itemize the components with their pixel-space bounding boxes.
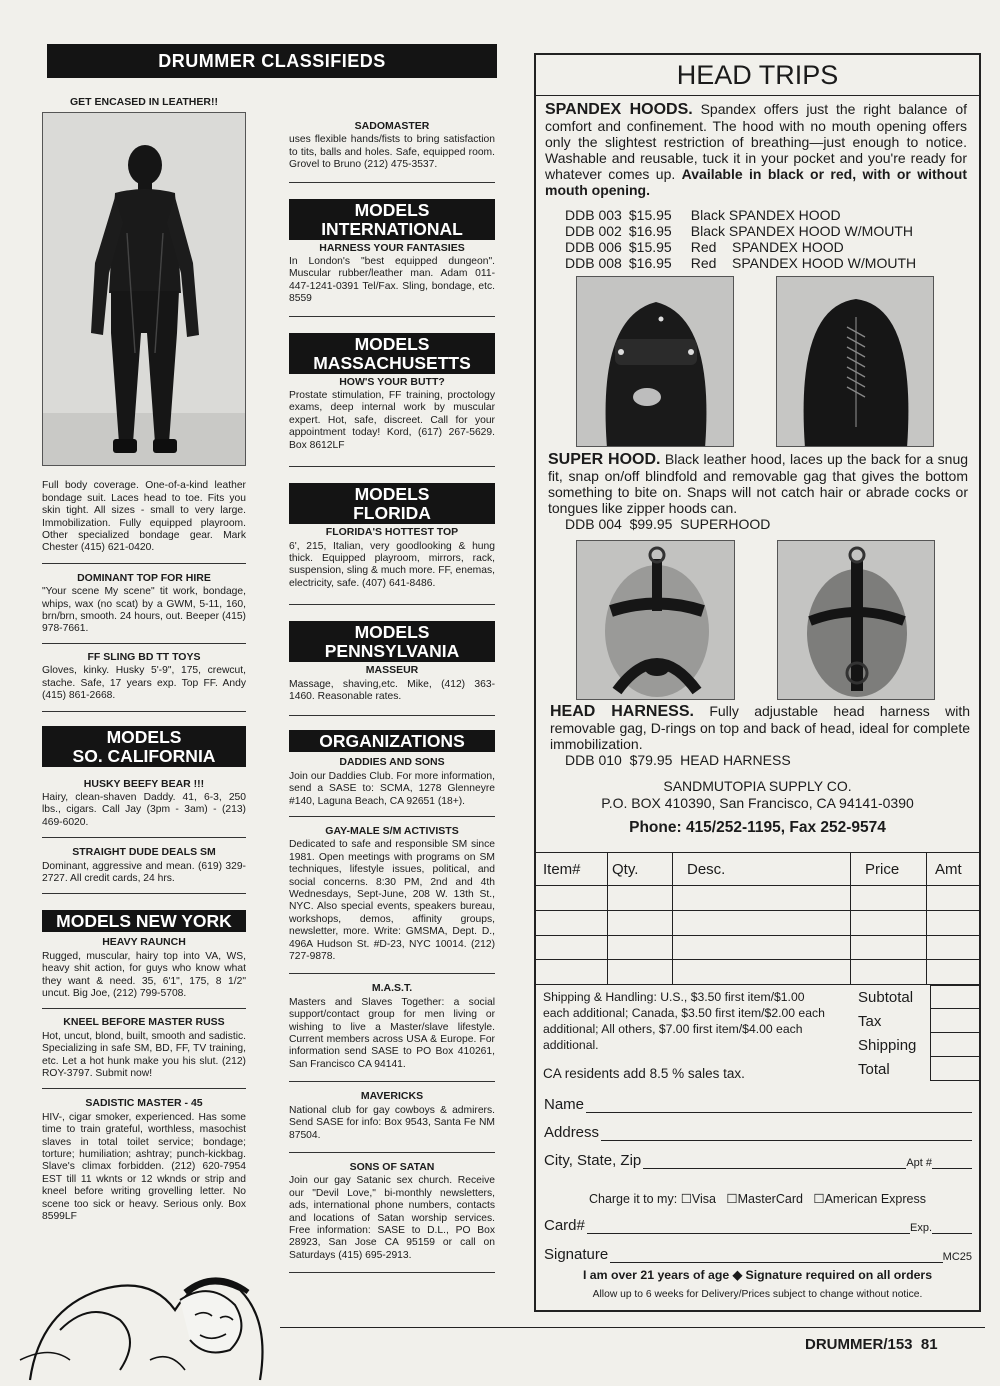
ad-title: HUSKY BEEFY BEAR !!!: [83, 777, 205, 790]
delivery-note: Allow up to 6 weeks for Delivery/Prices subject to change without notice.: [592, 1289, 923, 1300]
ad-title: GAY-MALE S/M ACTIVISTS: [325, 824, 459, 837]
ad-title: STRAIGHT DUDE DEALS SM: [72, 846, 216, 859]
ad-body: National club for gay cowboys & admirers. Send SASE for info: Box 9543, Santa Fe NM 87504.: [289, 1104, 495, 1141]
order-table: [534, 852, 981, 985]
harness-back-icon: [778, 541, 935, 700]
hood-front-icon: [577, 277, 734, 447]
col-amt: Amt: [927, 853, 981, 886]
leather-suit-photo: [42, 112, 246, 466]
masthead: DRUMMER CLASSIFIEDS: [47, 44, 497, 78]
city-line[interactable]: City, State, Zip Apt #: [544, 1152, 972, 1169]
ad-title: M.A.S.T.: [371, 982, 413, 995]
name-line[interactable]: Name: [544, 1096, 972, 1113]
spandex-product-list: [565, 207, 965, 271]
harness-front-photo: [576, 540, 735, 700]
ad-body: In London's "best equipped dungeon". Muscular rubber/leather man. Adam 011-447-1241-0391 Tel/Fax. Sling, bondage, etc. 8559: [289, 256, 495, 305]
ad-body: Rugged, muscular, hairy top into VA, WS, heavy shit action, for guys who know what they want & need. 35, 6'1", 175, 8 1/2" uncut. Big Joe, (212) 799-5708.: [42, 950, 246, 999]
ad-title: MASSEUR: [365, 664, 419, 677]
harness-front-icon: [577, 541, 735, 700]
ad-body: Full body coverage. One-of-a-kind leather bondage suit. Laces head to toe. Fits you skin tight. All sizes - small to very large. Immobilization. Fully equipped playroom. Other specialized bondage gear. Mark Chester (415) 621-0420.: [42, 480, 246, 554]
col-item: Item#: [535, 853, 608, 886]
page-number: 81: [920, 1336, 938, 1353]
ad-title: FF SLING BD TT TOYS: [87, 650, 201, 663]
ad-body: Dedicated to safe and responsible SM since 1981. Open meetings with programs on SM techniques, lifestyle issues, political, and social concerns. 8:30 PM, 2nd and 4th Wednesdays, Sept-June, 208 W. 13th St., NYC. Also special events, speakers bureau, workshops, demos, affinity groups, newsletter, more. Write: GMSMA, Dept. D., 496A Hudson St. #D-23, NYC 10014. (212) 727-9878.: [289, 839, 495, 963]
ad-body: Masters and Slaves Together: a social support/contact group for men living or wishing to live a Master/slave lifestyle. Current members across USA & Europe. For information send SASE to PO Box 410261, San Francisco CA 94141.: [289, 996, 495, 1070]
ad-body: HIV-, cigar smoker, experienced. Has some time to train grateful, worthless, masochist slaves in total toilet service; bondage; torture; humiliation; ashtray; punch-kickbag. Slave's climax forbidden. (212) 620-7954 EST till 11 wknts or 12 wknds or strip and kneel before writing grovelling letter. No scene too sick or heavy. Serious only. Box 8599LF: [42, 1111, 246, 1223]
product-row: DDB 008 $16.95 Red SPANDEX HOOD W/MOUTH: [565, 255, 917, 271]
category-models-new-york: MODELS NEW YORK: [42, 910, 246, 932]
order-row[interactable]: [535, 910, 981, 935]
ad-title: MAVERICKS: [360, 1090, 424, 1103]
ad-body: Hot, uncut, blond, built, smooth and sadistic. Specializing in safe SM, BD, FF, TV training, etc. Let a hot hunk make you his slut. (212) ROY-3797. Submit now!: [42, 1030, 246, 1079]
superhood-product: DDB 004 $99.95 SUPERHOOD: [565, 516, 771, 532]
col-price: Price: [851, 853, 927, 886]
category-pennsylvania: MODELS PENNSYLVANIA: [289, 621, 495, 662]
amex-checkbox[interactable]: ☐American Express: [813, 1192, 927, 1206]
ad-body: Hairy, clean-shaven Daddy. 41, 6-3, 250 lbs., cigars. Call Jay (3pm - 3am) - (213) 469-6020.: [42, 791, 246, 828]
leather-man-figure-icon: [43, 113, 246, 466]
superhood-description: SUPER HOOD. Black leather hood, laces up the back for a snug fit, snap on/off blindfold and removable gag that gives the bottom something to bite on. Snaps will not catch hair or abrade cocks or tongues like zipper hoods can.: [548, 451, 969, 516]
signature-line[interactable]: Signature MC25: [544, 1246, 972, 1263]
superhood-front-photo: [576, 276, 734, 447]
totals-block: Subtotal Tax Shipping Total: [858, 985, 981, 1081]
ad-body: uses flexible hands/fists to bring satisfaction to tits, balls and holes. Safe, equipped room. Grovel to Bruno (212) 475-3537.: [289, 134, 495, 171]
product-row: DDB 003 $15.95 Black SPANDEX HOOD: [565, 207, 841, 223]
tax-field[interactable]: [930, 1009, 981, 1033]
page-footer: DRUMMER/153 81: [805, 1336, 938, 1353]
superhood-back-photo: [776, 276, 934, 447]
ad-title: HEAVY RAUNCH: [102, 936, 186, 949]
ad-body: Massage, shaving,etc. Mike, (412) 363-1460. Reasonable rates.: [289, 678, 495, 702]
order-row[interactable]: [535, 886, 981, 911]
ad-body: "Your scene My scene" tit work, bondage, whips, wax (no scat) by a GWM, 5-11, 160, brn/brn, smooth. 24 hours, out. Beeper (415) 978-7661.: [42, 586, 246, 635]
visa-checkbox[interactable]: ☐Visa: [680, 1192, 716, 1206]
shipping-note: Shipping & Handling: U.S., $3.50 first item/$1.00 each additional; Canada, $3.50 first item/$2.00 each additional; All others, $7.00 first item/$4.00 each additional.: [543, 990, 825, 1052]
ad-body: Prostate stimulation, FF training, proctology exams, deep internal work by muscular expert. Hot, safe, discreet. Call for your appointment today! Kord, (617) 267-5629. Box 8612LF: [289, 390, 495, 451]
ad-title: SONS OF SATAN: [349, 1160, 435, 1173]
supplier-name: SANDMUTOPIA SUPPLY CO.: [663, 778, 852, 794]
ad-title: GET ENCASED IN LEATHER!!: [70, 96, 218, 108]
harness-description: HEAD HARNESS. Fully adjustable head harness with removable gag, D-rings on top and back of head, ideal for complete immobilization.: [550, 703, 971, 752]
col-desc: Desc.: [673, 853, 851, 886]
ad-body: 6', 215, Italian, very goodlooking & hung thick. Equipped playroom, mirrors, rack, suspension, sling & much more. FF, enemas, electricity, safe. (407) 641-8486.: [289, 540, 495, 589]
classifieds-column-2: [289, 120, 495, 1273]
charge-line: Charge it to my: ☐Visa ☐MasterCard ☐American Express: [588, 1192, 927, 1206]
category-florida: MODELS FLORIDA: [289, 483, 495, 524]
supplier-phone: Phone: 415/252-1195, Fax 252-9574: [629, 819, 886, 836]
category-so-california: MODELS SO. CALIFORNIA: [42, 726, 246, 767]
ad-body: Dominant, aggressive and mean. (619) 329-2727. All credit cards, 24 hrs.: [42, 860, 246, 884]
cartoon-illustration-icon: [0, 1230, 280, 1386]
spandex-description: SPANDEX HOODS. Spandex offers just the right balance of comfort and confinement. The hood with no mouth opening offers only the slightest restriction of breathing—just enough to notice. Washable and reusable, tuck it in your pocket and you're ready for whatever comes up. Available in black or red, with or without mouth opening.: [545, 101, 967, 198]
address-line[interactable]: Address: [544, 1124, 972, 1141]
col-qty: Qty.: [608, 853, 673, 886]
card-line[interactable]: Card# Exp.: [544, 1217, 972, 1234]
category-international: MODELS INTERNATIONAL: [289, 199, 495, 240]
ad-title: FLORIDA'S HOTTEST TOP: [325, 526, 459, 539]
tax-note: CA residents add 8.5 % sales tax.: [543, 1066, 745, 1081]
ad-title: KNEEL BEFORE MASTER RUSS: [63, 1016, 225, 1029]
order-row[interactable]: [535, 960, 981, 985]
ad-body: Gloves, kinky. Husky 5'-9", 175, crewcut, stache. Safe, 17 years exp. Top FF. Andy (415) 861-2668.: [42, 665, 246, 702]
order-row[interactable]: [535, 935, 981, 960]
ad-title: DOMINANT TOP FOR HIRE: [77, 571, 211, 584]
shipping-field[interactable]: [930, 1033, 981, 1057]
ad-body: Join our Daddies Club. For more information, send a SASE to: SCMA, 1278 Glenneyre #140, Laguna Beach, CA 92651 (18+).: [289, 770, 495, 807]
age-note: I am over 21 years of age ◆ Signature required on all orders: [582, 1268, 933, 1282]
ad-title: SADISTIC MASTER - 45: [85, 1097, 203, 1110]
subtotal-field[interactable]: [930, 985, 981, 1009]
ad-title: HARNESS YOUR FANTASIES: [319, 241, 465, 254]
supplier-address: P.O. BOX 410390, San Francisco, CA 94141-0390: [601, 795, 914, 811]
total-field[interactable]: [930, 1057, 981, 1081]
category-organizations: ORGANIZATIONS: [289, 730, 495, 752]
harness-product: DDB 010 $79.95 HEAD HARNESS: [565, 752, 791, 768]
footer-rule: [280, 1327, 985, 1328]
mastercard-checkbox[interactable]: ☐MasterCard: [726, 1192, 803, 1206]
head-trips-title: HEAD TRIPS: [676, 60, 839, 90]
classifieds-column-1: [42, 96, 246, 1223]
hood-back-icon: [777, 277, 934, 447]
category-massachusetts: MODELS MASSACHUSETTS: [289, 333, 495, 374]
head-trips-ad: [534, 53, 981, 1312]
product-row: DDB 002 $16.95 Black SPANDEX HOOD W/MOUTH: [565, 223, 913, 239]
harness-back-photo: [777, 540, 935, 700]
ad-title: DADDIES AND SONS: [339, 756, 445, 769]
product-row: DDB 006 $15.95 Red SPANDEX HOOD: [565, 239, 844, 255]
ad-body: Join our gay Satanic sex church. Receive our "Devil Love," bi-monthly newsletters, ads, international phone numbers, contacts and locations of Satan worship services. Free information: SASE to D.L., PO Box 28923, San Jose CA 95159 or call on Saturdays (415) 695-2913.: [289, 1175, 495, 1261]
ad-title: SADOMASTER: [354, 120, 430, 132]
ad-title: HOW'S YOUR BUTT?: [339, 375, 445, 388]
